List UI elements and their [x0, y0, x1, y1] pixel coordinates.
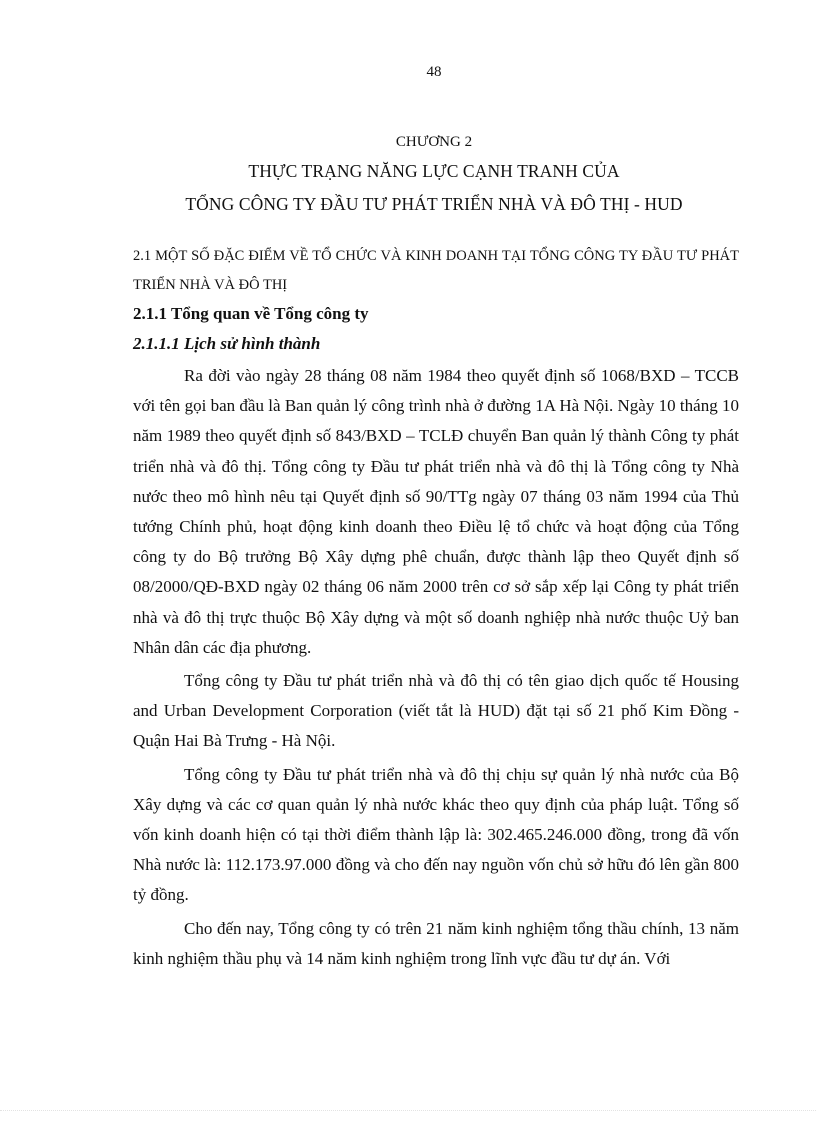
chapter-heading	[0, 130, 816, 221]
paragraph-management-capital: Tổng công ty Đầu tư phát triển nhà và đô thị chịu sự quản lý nhà nước của Bộ Xây dựng và các cơ quan quản lý nhà nước khác theo quy định của pháp luật. Tổng số vốn kinh doanh hiện có tại thời điểm thành lập là: 302.465.246.000 đồng, trong đã vốn Nhà nước là: 112.173.97.000 đồng và cho đến nay nguồn vốn chủ sở hữu đó lên gần 800 tỷ đồng.	[133, 764, 739, 905]
paragraph-trade-name: Tổng công ty Đầu tư phát triển nhà và đô thị có tên giao dịch quốc tế Housing and Urban Development Corporation (viết tắt là HUD) đặt tại số 21 phố Kim Đồng - Quận Hai Bà Trưng - Hà Nội.	[133, 671, 739, 751]
page-number: 48	[426, 64, 442, 80]
paragraph-history: Ra đời vào ngày 28 tháng 08 năm 1984 theo quyết định số 1068/BXD – TCCB với tên gọi ban đầu là Ban quản lý công trình nhà ở đường 1A Hà Nội. Ngày 10 tháng 10 năm 1989 theo quyết định số 843/BXD – TCLĐ chuyển Ban quản lý thành Công ty phát triển nhà và đô thị. Tổng công ty Đầu tư phát triển nhà và đô thị là Tổng công ty Nhà nước theo mô hình nêu tại Quyết định số 90/TTg ngày 07 tháng 03 năm 1994 của Thủ tướng Chính phủ, hoạt động kinh doanh theo Điều lệ tổ chức và hoạt động của Tổng công ty do Bộ trưởng Bộ Xây dựng phê chuẩn, được thành lập theo Quyết định số 08/2000/QĐ-BXD ngày 02 tháng 06 năm 2000 trên cơ sở sắp xếp lại Công ty phát triển nhà và đô thị trực thuộc Bộ Xây dựng và một số doanh nghiệp nhà nước thuộc Uỷ ban Nhân dân các địa phương.	[133, 366, 739, 657]
chapter-label: CHƯƠNG 2	[395, 134, 473, 150]
section-heading: 2.1 MỘT SỐ ĐẶC ĐIỂM VỀ TỔ CHỨC VÀ KINH DOANH TẠI TỔNG CÔNG TY ĐẦU TƯ PHÁT TRIỂN NHÀ VÀ ĐÔ THỊ	[133, 248, 739, 293]
paragraph-experience: Cho đến nay, Tổng công ty có trên 21 năm kinh nghiệm tổng thầu chính, 13 năm kinh nghiệm thầu phụ và 14 năm kinh nghiệm trong lĩnh vực đầu tư dự án. Với	[133, 918, 739, 968]
page-bottom-divider	[0, 1110, 816, 1111]
subsubsection-heading: 2.1.1.1 Lịch sử hình thành	[133, 334, 321, 353]
chapter-title-line-1: THỰC TRẠNG NĂNG LỰC CẠNH TRANH CỦA	[248, 161, 620, 181]
document-body	[133, 242, 739, 974]
chapter-title-line-2: TỔNG CÔNG TY ĐẦU TƯ PHÁT TRIỂN NHÀ VÀ ĐÔ THỊ - HUD	[185, 194, 683, 214]
subsection-heading: 2.1.1 Tổng quan về Tổng công ty	[133, 304, 369, 323]
